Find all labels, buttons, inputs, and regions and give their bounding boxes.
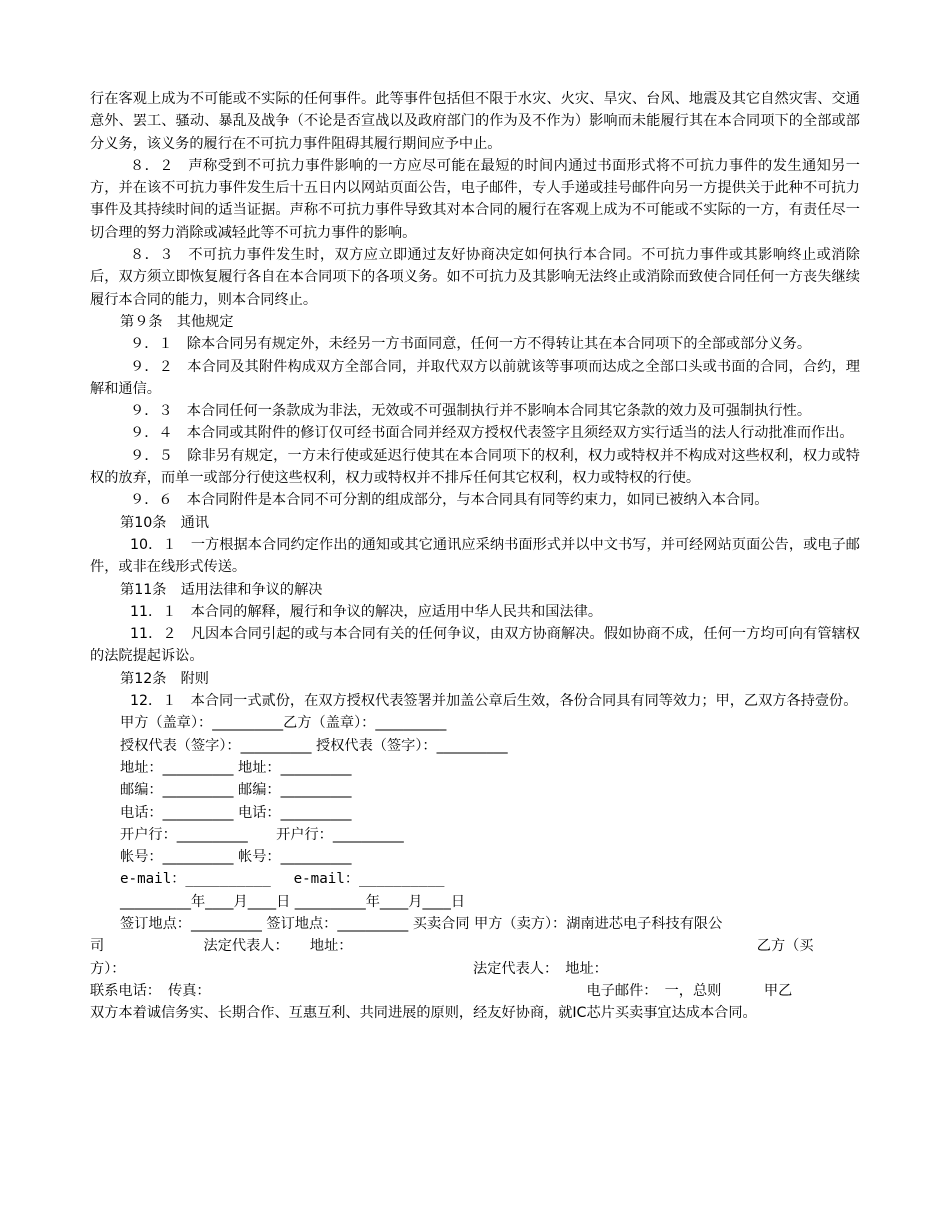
clause-9-1: ９．１ 除本合同另有规定外，未经另一方书面同意，任何一方不得转让其在本合同项下的全部或部分义务。 bbox=[130, 336, 812, 353]
sign-representative-line: 授权代表（签字）：__________ 授权代表（签字）：__________ bbox=[120, 737, 508, 754]
clause-9-5: ９．５ 除非另有规定，一方未行使或延迟行使其在本合同项下的权利，权力或特权并不构成对这些权利，权力或特权的放弃，而单一或部分行使这些权利，权力或特权并不排斥任何其它权利，权力或特权的行使。 bbox=[90, 447, 860, 487]
tail-line-1: 司 法定代表人： 地址： 乙方（买 bbox=[90, 938, 814, 955]
clause-11-1: 11．１ 本合同的解释，履行和争议的解决，应适用中华人民共和国法律。 bbox=[130, 603, 603, 620]
sign-email-line: e-mail：__________ e-mail：__________ bbox=[120, 871, 445, 888]
contract-document bbox=[90, 88, 860, 1024]
tail-line-3: 联系电话： 传真： 电子邮件： 一，总则 甲乙 bbox=[90, 982, 793, 999]
sign-place-line: 签订地点：__________ 签订地点：__________ 买卖合同 甲方（卖方）：湖南进芯电子科技有限公 bbox=[120, 915, 723, 932]
paragraph-force-majeure-cont: 行在客观上成为不可能或不实际的任何事件。此等事件包括但不限于水灾、火灾、旱灾、台风、地震及其它自然灾害、交通意外、罢工、骚动、暴乱及战争（不论是否宣战以及政府部门的作为及不作为）影响而未能履行其在本合同项下的全部或部分义务，该义务的履行在不可抗力事件阻碍其履行期间应予中止。 bbox=[90, 91, 860, 152]
sign-address-line: 地址：__________ 地址：__________ bbox=[120, 759, 352, 776]
article-10-heading: 第10条 通讯 bbox=[120, 514, 209, 531]
clause-9-2: ９．２ 本合同及其附件构成双方全部合同，并取代双方以前就该等事项而达成之全部口头或书面的合同，合约，理解和通信。 bbox=[90, 358, 860, 397]
clause-10-1: 10．１ 一方根据本合同约定作出的通知或其它通讯应采纳书面形式并以中文书写，并可经网站页面公告，或电子邮件，或非在线形式传送。 bbox=[90, 536, 860, 576]
clause-9-6: ９．６ 本合同附件是本合同不可分割的组成部分，与本合同具有同等约束力，如同已被纳入本合同。 bbox=[130, 492, 769, 509]
sign-account-line: 帐号：__________ 帐号：__________ bbox=[120, 849, 352, 866]
sign-seal-line: 甲方（盖章）：__________乙方（盖章）：__________ bbox=[120, 715, 447, 732]
article-9-heading: 第９条 其他规定 bbox=[120, 313, 234, 330]
clause-8-2: ８．２ 声称受到不可抗力事件影响的一方应尽可能在最短的时间内通过书面形式将不可抗力事件的发生通知另一方，并在该不可抗力事件发生后十五日内以网站页面公告，电子邮件，专人手递或挂号邮件向另一方提供关于此种不可抗力事件及其持续时间的适当证据。声称不可抗力事件导致其对本合同的履行在客观上成为不可能或不实际的一方，有责任尽一切合理的努力消除或减轻此等不可抗力事件的影响。 bbox=[90, 157, 860, 241]
sign-date-line: __________年____月____日 __________年____月____日 bbox=[120, 893, 466, 910]
article-11-heading: 第11条 适用法律和争议的解决 bbox=[120, 581, 323, 598]
clause-9-3: ９．３ 本合同任何一条款成为非法，无效或不可强制执行并不影响本合同其它条款的效力及可强制执行性。 bbox=[130, 403, 812, 420]
tail-line-2: 方）： 法定代表人： 地址： bbox=[90, 960, 608, 977]
sign-bank-line: 开户行：__________ 开户行：__________ bbox=[120, 826, 404, 843]
clause-12-1: 12．１ 本合同一式贰份，在双方授权代表签署并加盖公章后生效，各份合同具有同等效力；甲，乙双方各持壹份。 bbox=[130, 693, 858, 710]
sign-phone-line: 电话：__________ 电话：__________ bbox=[120, 804, 352, 821]
sign-postcode-line: 邮编：__________ 邮编：__________ bbox=[120, 782, 352, 799]
clause-8-3: ８．３ 不可抗力事件发生时，双方应立即通过友好协商决定如何执行本合同。不可抗力事件或其影响终止或消除后，双方须立即恢复履行各自在本合同项下的各项义务。如不可抗力及其影响无法终止或消除而致使合同任何一方丧失继续履行本合同的能力，则本合同终止。 bbox=[90, 247, 860, 308]
article-12-heading: 第12条 附则 bbox=[120, 670, 209, 687]
clause-11-2: 11．２ 凡因本合同引起的或与本合同有关的任何争议，由双方协商解决。假如协商不成，任何一方均可向有管辖权的法院提起诉讼。 bbox=[90, 626, 860, 665]
tail-line-4: 双方本着诚信务实、长期合作、互惠互利、共同进展的原则，经友好协商，就IC芯片买卖事宜达成本合同。 bbox=[90, 1005, 757, 1022]
clause-9-4: ９．４ 本合同或其附件的修订仅可经书面合同并经双方授权代表签字且须经双方实行适当的法人行动批准而作出。 bbox=[130, 425, 854, 442]
